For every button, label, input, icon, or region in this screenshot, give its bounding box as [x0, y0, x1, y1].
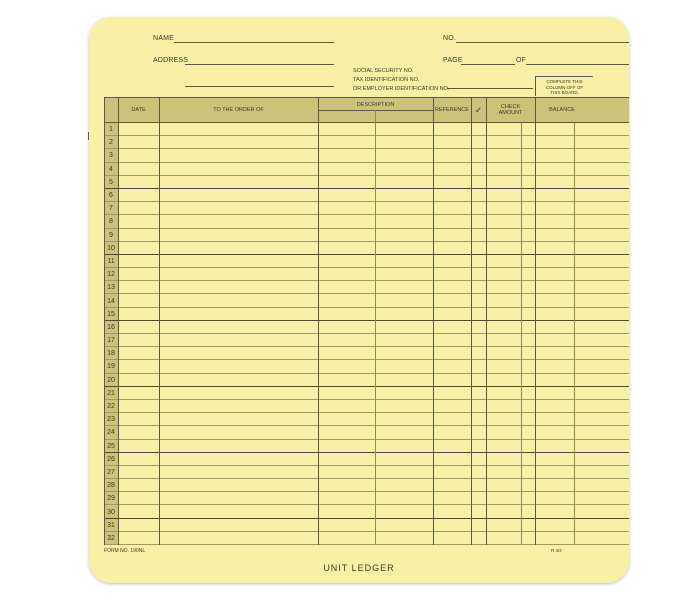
row-number: 21 — [107, 389, 115, 397]
row-number: 26 — [107, 455, 115, 463]
row-number: 4 — [109, 165, 113, 173]
header-check-amount-line-1: CHECK — [500, 104, 521, 110]
table-row[interactable] — [104, 426, 629, 439]
no-label: NO. — [443, 35, 457, 42]
table-row[interactable] — [104, 189, 629, 202]
rule-check — [486, 97, 487, 545]
complete-note-box — [535, 76, 593, 96]
row-number: 25 — [107, 442, 115, 450]
row-number: 3 — [109, 152, 113, 160]
row-number: 2 — [109, 139, 113, 147]
rule-description — [433, 97, 434, 545]
table-row[interactable] — [104, 479, 629, 492]
of-label: OF — [516, 57, 527, 64]
table-row[interactable] — [104, 136, 629, 149]
name-line[interactable] — [174, 42, 334, 43]
revision-code: R 4/4 — [551, 548, 562, 553]
table-row[interactable] — [104, 215, 629, 228]
row-number: 16 — [107, 323, 115, 331]
name-label: NAME — [153, 35, 175, 42]
table-row[interactable] — [104, 532, 629, 545]
tax-id-labels — [353, 67, 449, 94]
table-row[interactable] — [104, 163, 629, 176]
ssn-label: SOCIAL SECURITY NO. — [353, 68, 414, 74]
table-row[interactable] — [104, 229, 629, 242]
table-row[interactable] — [104, 387, 629, 400]
address-label: ADDRESS — [153, 57, 189, 64]
table-row[interactable] — [104, 255, 629, 268]
row-number: 10 — [107, 244, 115, 252]
row-number: 9 — [109, 231, 113, 239]
form-number: FORM NO. 190NL — [104, 548, 146, 554]
table-row[interactable] — [104, 466, 629, 479]
row-number: 28 — [107, 482, 115, 490]
rule-date — [159, 97, 160, 545]
address-line-1[interactable] — [185, 64, 334, 65]
row-number: 7 — [109, 205, 113, 213]
header-check-mark: ✓ — [474, 105, 483, 115]
of-line[interactable] — [526, 64, 629, 65]
row-number: 20 — [107, 376, 115, 384]
complete-note-line-1: COMPLETE THIS — [546, 79, 583, 84]
rule-left — [104, 97, 105, 545]
table-row[interactable] — [104, 505, 629, 518]
table-row[interactable] — [104, 321, 629, 334]
table-row[interactable] — [104, 202, 629, 215]
table-row[interactable] — [104, 176, 629, 189]
row-number: 11 — [107, 257, 115, 265]
row-number: 13 — [107, 284, 115, 292]
table-row[interactable] — [104, 242, 629, 255]
table-row[interactable] — [104, 334, 629, 347]
rule-description-split — [375, 110, 376, 545]
row-number: 15 — [107, 310, 115, 318]
page-line[interactable] — [461, 64, 515, 65]
row-number: 8 — [109, 218, 113, 226]
header-reference: REFERENCE — [435, 107, 469, 113]
no-line[interactable] — [456, 42, 629, 43]
rule-order — [318, 97, 319, 545]
row-number: 27 — [107, 468, 115, 476]
page-label: PAGE — [443, 57, 463, 64]
table-row[interactable] — [104, 308, 629, 321]
table-row[interactable] — [104, 294, 629, 307]
row-number: 30 — [107, 508, 115, 516]
rule-num — [118, 97, 119, 545]
row-number: 22 — [107, 403, 115, 411]
rule-cents-1 — [521, 123, 522, 545]
table-row[interactable] — [104, 360, 629, 373]
table-row[interactable] — [104, 281, 629, 294]
table-row[interactable] — [104, 453, 629, 466]
rule-amount — [535, 97, 536, 545]
table-header — [104, 97, 629, 123]
table-row[interactable] — [104, 413, 629, 426]
complete-note-line-3: THIS BOARD. — [550, 90, 579, 95]
table-row[interactable] — [104, 374, 629, 387]
rule-reference — [471, 97, 472, 545]
ledger-table — [104, 97, 629, 547]
header-description: DESCRIPTION — [356, 102, 395, 108]
table-row[interactable] — [104, 149, 629, 162]
row-number: 14 — [107, 297, 115, 305]
row-number: 5 — [109, 178, 113, 186]
unit-ledger-card — [89, 17, 629, 583]
address-line-2[interactable] — [185, 86, 334, 87]
row-number: 29 — [107, 495, 115, 503]
row-number: 32 — [107, 534, 115, 542]
row-number: 24 — [107, 429, 115, 437]
table-row[interactable] — [104, 400, 629, 413]
ein-label: OR EMPLOYER IDENTIFICATION NO. — [353, 86, 450, 92]
row-number: 19 — [107, 363, 115, 371]
table-row[interactable] — [104, 268, 629, 281]
header-check-amount-line-2: AMOUNT — [498, 110, 523, 116]
header-to-the-order-of: TO THE ORDER OF — [213, 107, 264, 113]
complete-note-line-2: COLUMN OFF OF — [545, 84, 584, 90]
header-check-amount — [486, 98, 535, 122]
table-row[interactable] — [104, 347, 629, 360]
ledger-title: UNIT LEDGER — [323, 563, 395, 573]
row-number: 1 — [109, 126, 113, 134]
rule-cents-2 — [574, 123, 575, 545]
row-number: 31 — [107, 521, 115, 529]
header-balance: BALANCE — [549, 107, 575, 113]
table-row[interactable] — [104, 492, 629, 505]
row-number: 17 — [107, 337, 115, 345]
table-row[interactable] — [104, 519, 629, 532]
tax-id-line[interactable] — [447, 88, 533, 89]
tax-id-label: TAX IDENTIFICATION NO. — [353, 77, 420, 83]
table-row[interactable] — [104, 123, 629, 136]
row-number: 23 — [107, 416, 115, 424]
row-number: 6 — [109, 192, 113, 200]
header-date: DATE — [131, 107, 146, 113]
row-number: 18 — [107, 350, 115, 358]
row-number: 12 — [107, 271, 115, 279]
table-row[interactable] — [104, 440, 629, 453]
